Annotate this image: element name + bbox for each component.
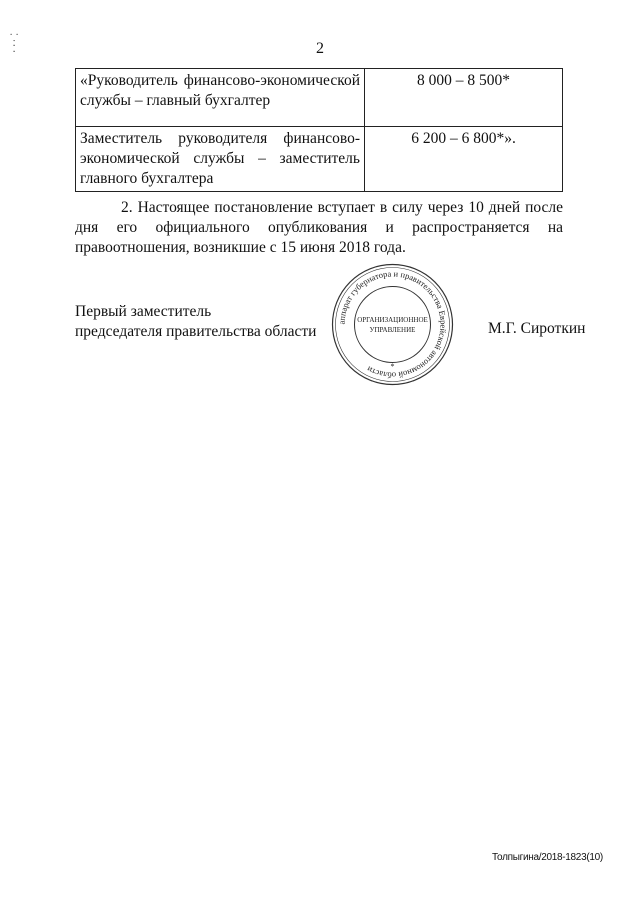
- title-line: Первый заместитель: [75, 303, 212, 320]
- table-row: [76, 127, 563, 192]
- table-row: [76, 69, 563, 127]
- signatory-title: [75, 302, 316, 342]
- signatory-name: М.Г. Сироткин: [488, 320, 586, 337]
- scan-marks: ⸪ ⁚: [10, 33, 19, 55]
- svg-text:аппарат губернатора и правител: аппарат губернатора и правительства Еврейской автономной области: [336, 268, 449, 381]
- salary-cell: 6 200 – 6 800*».: [365, 127, 563, 192]
- official-seal: [330, 262, 455, 387]
- svg-text:ОРГАНИЗАЦИОННОЕ: ОРГАНИЗАЦИОННОЕ: [357, 316, 428, 324]
- title-line: председателя правительства области: [75, 323, 317, 340]
- page-number: 2: [316, 40, 324, 57]
- svg-text:*: *: [390, 362, 395, 371]
- position-cell: «Руководитель финансово-экономической службы – главный бухгалтер: [76, 69, 365, 127]
- salary-table: [75, 68, 563, 192]
- svg-text:УПРАВЛЕНИЕ: УПРАВЛЕНИЕ: [369, 326, 416, 334]
- position-cell: Заместитель руководителя финансово-экономической службы – заместитель главного бухгалтера: [76, 127, 365, 192]
- footer-reference: Толпыгина/2018-1823(10): [492, 852, 603, 863]
- salary-cell: 8 000 – 8 500*: [365, 69, 563, 127]
- effective-date-paragraph: 2. Настоящее постановление вступает в силу через 10 дней после дня его официального опубликования и распространяется на правоотношения, возникшие с 15 июня 2018 года.: [75, 199, 563, 256]
